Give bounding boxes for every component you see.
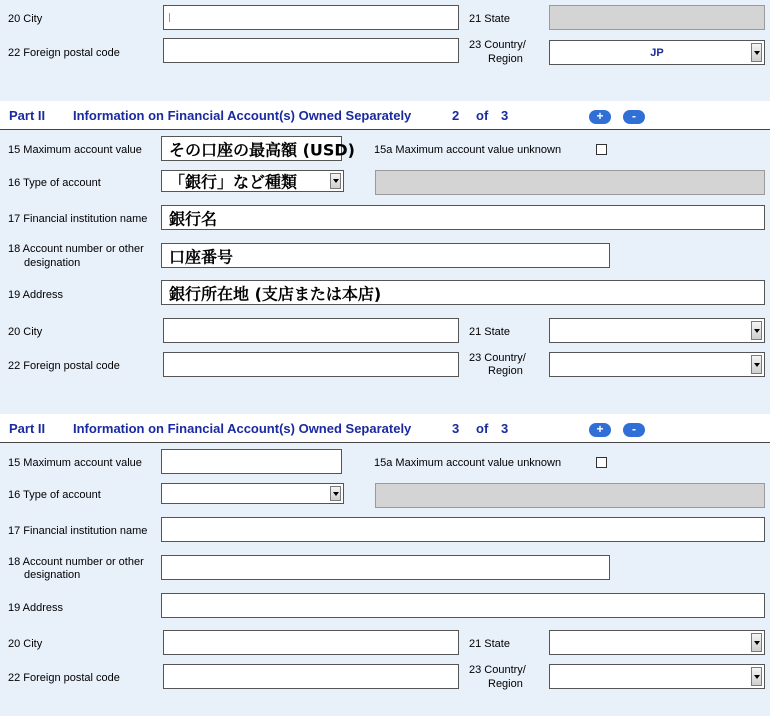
country-label-line2: Region [488, 365, 523, 377]
part-total: 3 [501, 421, 509, 436]
part-heading: Information on Financial Account(s) Owned Separately [73, 421, 412, 436]
max-unknown-label: 15a Maximum account value unknown [374, 144, 562, 156]
chevron-down-icon[interactable] [751, 667, 762, 686]
max-value-input[interactable] [161, 136, 355, 161]
max-unknown-checkbox[interactable] [596, 144, 607, 155]
city-input[interactable] [163, 5, 459, 30]
state-label: 21 State [469, 638, 510, 650]
country-label-line2: Region [488, 53, 523, 65]
account-type-label: 16 Type of account [8, 177, 101, 189]
country-select[interactable] [549, 352, 765, 377]
max-value-input[interactable] [161, 449, 342, 474]
institution-label: 17 Financial institution name [8, 213, 148, 225]
account-number-label: 18 Account number or other [8, 243, 144, 255]
part-total: 3 [501, 108, 509, 123]
country-label: 23 Country/ [469, 664, 526, 676]
account-type-select[interactable] [161, 483, 344, 504]
part-of: of [476, 421, 489, 436]
city-label: 20 City [8, 13, 43, 25]
part-header-2 [0, 101, 770, 130]
address-label: 19 Address [8, 289, 64, 301]
annotation-type: 「銀行」など種類 [169, 172, 298, 192]
postal-code-label: 22 Foreign postal code [8, 47, 120, 59]
account-number-input[interactable] [161, 555, 610, 580]
institution-input[interactable] [161, 517, 765, 542]
part-heading: Information on Financial Account(s) Owned Separately [73, 108, 412, 123]
country-select[interactable] [549, 664, 765, 689]
country-label-line2: Region [488, 678, 523, 690]
chevron-down-icon[interactable] [330, 173, 341, 189]
part-of: of [476, 108, 489, 123]
account-type-select[interactable] [161, 170, 344, 192]
part-index: 3 [452, 421, 460, 436]
address-input[interactable] [161, 280, 765, 305]
annotation-institution: 銀行名 [169, 209, 218, 228]
chevron-down-icon[interactable] [751, 321, 762, 340]
country-select[interactable] [549, 40, 765, 65]
city-label: 20 City [8, 326, 43, 338]
part-index: 2 [452, 108, 460, 123]
state-input-disabled [549, 5, 765, 30]
max-value-label: 15 Maximum account value [8, 457, 142, 469]
address-input[interactable] [161, 593, 765, 618]
chevron-down-icon[interactable] [751, 633, 762, 652]
add-account-button[interactable]: + [589, 110, 611, 124]
part-label: Part II [9, 421, 46, 436]
state-select[interactable] [549, 630, 765, 655]
account-number-label: 18 Account number or other [8, 556, 144, 568]
account-type-other-disabled [375, 483, 765, 508]
country-label: 23 Country/ [469, 352, 526, 364]
postal-code-input[interactable] [163, 352, 459, 377]
max-unknown-checkbox[interactable] [596, 457, 607, 468]
city-label: 20 City [8, 638, 43, 650]
state-select[interactable] [549, 318, 765, 343]
postal-code-label: 22 Foreign postal code [8, 672, 120, 684]
postal-code-input[interactable] [163, 664, 459, 689]
institution-label: 17 Financial institution name [8, 525, 148, 537]
account-number-label-line2: designation [24, 257, 81, 269]
state-label: 21 State [469, 13, 510, 25]
account-number-label-line2: designation [24, 569, 81, 581]
chevron-down-icon[interactable] [751, 355, 762, 374]
max-value-label: 15 Maximum account value [8, 144, 142, 156]
remove-account-button[interactable]: - [623, 423, 645, 437]
account-type-other-disabled [375, 170, 765, 195]
part-header-3 [0, 414, 770, 443]
country-label: 23 Country/ [469, 39, 526, 51]
account-type-label: 16 Type of account [8, 489, 101, 501]
account-number-input[interactable] [161, 243, 610, 268]
postal-code-label: 22 Foreign postal code [8, 360, 120, 372]
state-label: 21 State [469, 326, 510, 338]
country-value: JP [650, 47, 664, 59]
postal-code-input[interactable] [163, 38, 459, 63]
annotation-account-number: 口座番号 [169, 247, 234, 266]
remove-account-button[interactable]: - [623, 110, 645, 124]
annotation-address: 銀行所在地 (支店または本店) [169, 284, 382, 303]
city-input[interactable] [163, 318, 459, 343]
add-account-button[interactable]: + [589, 423, 611, 437]
chevron-down-icon[interactable] [330, 486, 341, 501]
institution-input[interactable] [161, 205, 765, 230]
text-cursor [169, 13, 170, 22]
max-unknown-label: 15a Maximum account value unknown [374, 457, 562, 469]
address-label: 19 Address [8, 602, 64, 614]
chevron-down-icon[interactable] [751, 43, 762, 62]
city-input[interactable] [163, 630, 459, 655]
part-label: Part II [9, 108, 46, 123]
annotation-max-value: その口座の最高額 (USD) [169, 140, 355, 159]
